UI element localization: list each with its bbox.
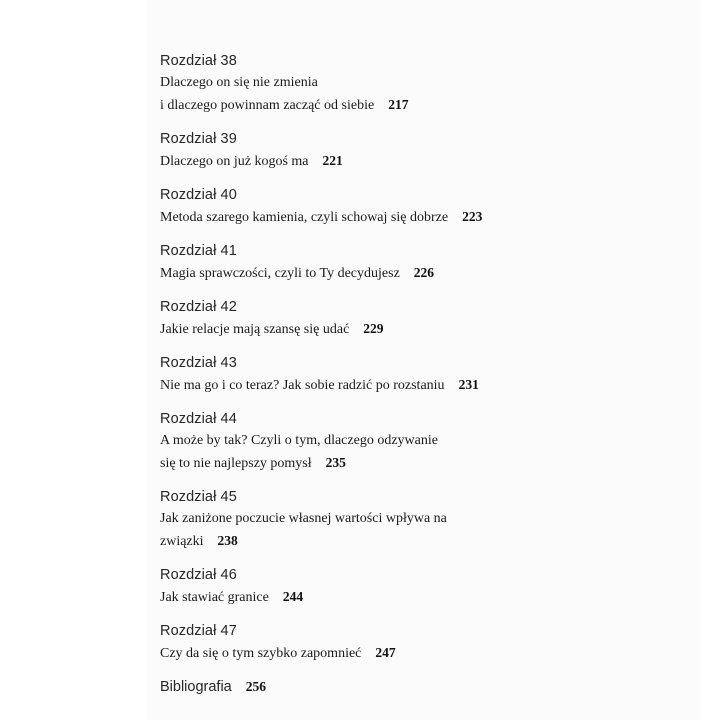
- title-line: Jak stawiać granice 244: [160, 589, 304, 605]
- bibliography-label: Bibliografia: [160, 679, 232, 695]
- title-line: związki 238: [160, 533, 238, 549]
- title-line: Nie ma go i co teraz? Jak sobie radzić po rozstaniu 231: [160, 377, 479, 393]
- page-number: 226: [413, 265, 435, 280]
- chapter-title: [160, 262, 680, 285]
- chapter-title: [160, 72, 680, 117]
- title-line: Czy da się o tym szybko zapomnieć 247: [160, 645, 396, 661]
- chapter-title: [160, 508, 680, 553]
- page-number: 231: [458, 377, 479, 392]
- title-line: Jakie relacje mają szansę się udać 229: [160, 321, 384, 337]
- toc-entry-47: [160, 620, 680, 665]
- chapter-title: [160, 586, 680, 609]
- title-line: Metoda szarego kamienia, czyli schowaj się dobrze 223: [160, 209, 483, 225]
- chapter-label: Rozdział 41: [160, 243, 237, 259]
- chapter-label: Rozdział 46: [160, 567, 237, 583]
- chapter-label: Rozdział 45: [160, 489, 237, 505]
- chapter-title: [160, 642, 680, 665]
- title-line: Jak zaniżone poczucie własnej wartości wpływa na: [160, 511, 447, 526]
- page-number: 247: [375, 645, 396, 660]
- page-number: 238: [217, 533, 238, 548]
- toc-entry-bibliography: [160, 676, 680, 698]
- chapter-label: Rozdział 40: [160, 187, 237, 203]
- title-line: Dlaczego on już kogoś ma 221: [160, 153, 343, 169]
- page-number: 256: [245, 679, 266, 694]
- chapter-label: Rozdział 47: [160, 623, 237, 639]
- toc-entry-45: [160, 486, 680, 553]
- page-number: 223: [462, 209, 483, 224]
- title-line: Magia sprawczości, czyli to Ty decydujesz 226: [160, 265, 435, 281]
- page-number: 221: [322, 153, 343, 168]
- chapter-title: [160, 150, 680, 173]
- toc-entry-44: [160, 408, 680, 475]
- chapter-label: Rozdział 39: [160, 131, 237, 147]
- title-line: się to nie najlepszy pomysł 235: [160, 455, 346, 471]
- chapter-label: Rozdział 42: [160, 299, 237, 315]
- toc-entry-39: [160, 128, 680, 173]
- toc-entry-40: [160, 184, 680, 229]
- chapter-title: [160, 318, 680, 341]
- toc-entry-43: [160, 352, 680, 397]
- chapter-title: [160, 206, 680, 229]
- page-number: 229: [363, 321, 384, 336]
- table-of-contents: [160, 50, 680, 698]
- chapter-label: Rozdział 43: [160, 355, 237, 371]
- toc-entry-42: [160, 296, 680, 341]
- toc-entry-41: [160, 240, 680, 285]
- chapter-title: [160, 430, 680, 475]
- page-number: 217: [388, 97, 409, 112]
- page-number: 244: [282, 589, 304, 604]
- title-line: A może by tak? Czyli o tym, dlaczego odzywanie: [160, 433, 438, 448]
- chapter-label: Rozdział 44: [160, 411, 237, 427]
- toc-entry-38: [160, 50, 680, 117]
- chapter-title: [160, 374, 680, 397]
- page-number: 235: [325, 455, 346, 470]
- title-line: Dlaczego on się nie zmienia: [160, 75, 318, 90]
- chapter-label: Rozdział 38: [160, 53, 237, 69]
- title-line: i dlaczego powinnam zacząć od siebie 217: [160, 97, 409, 113]
- toc-entry-46: [160, 564, 680, 609]
